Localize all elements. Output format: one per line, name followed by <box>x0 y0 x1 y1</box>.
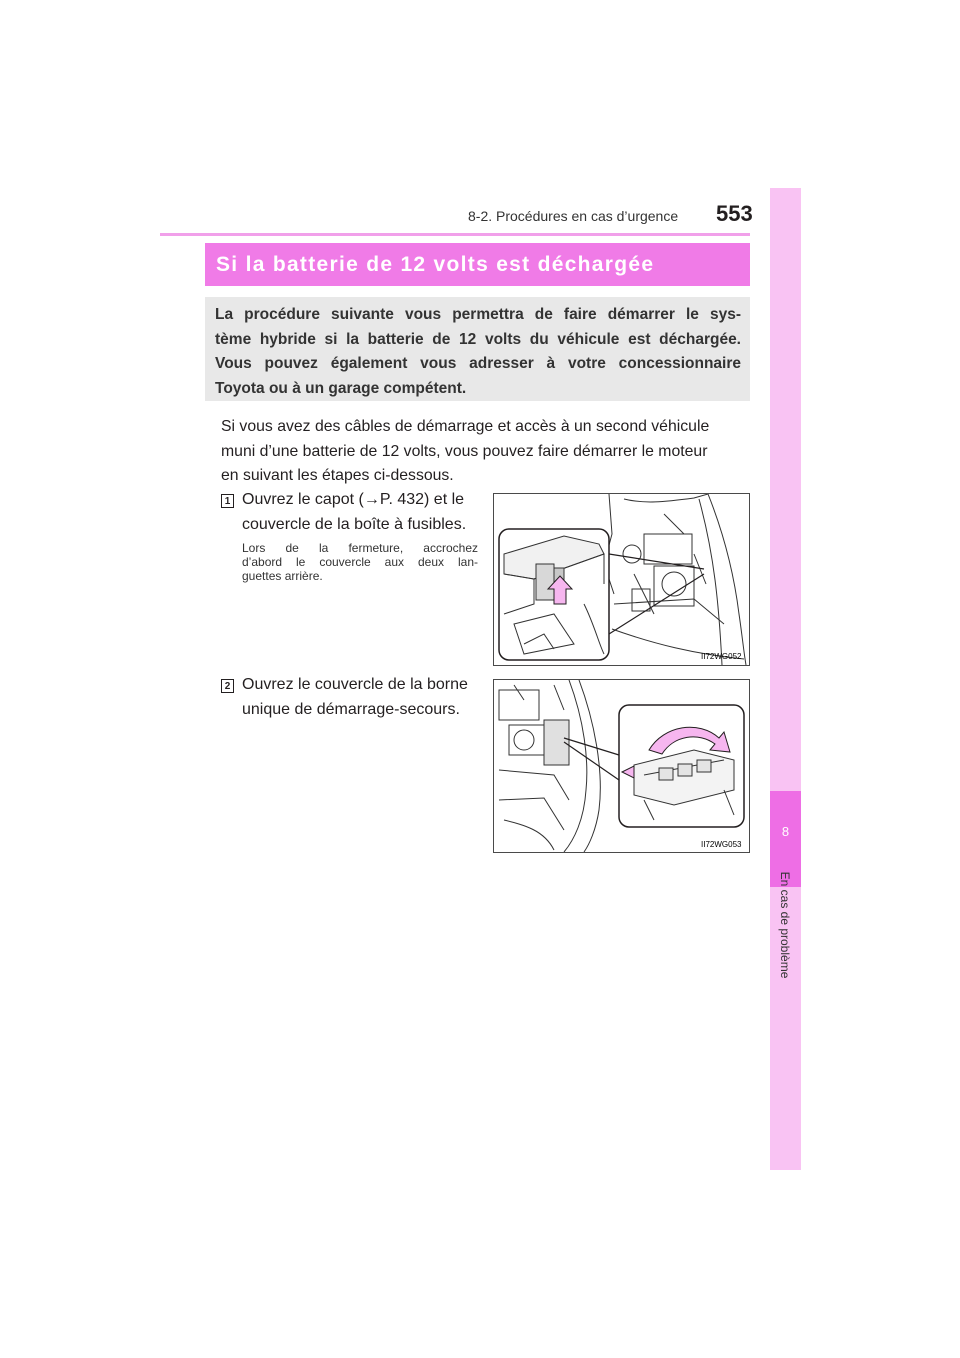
fuse-box-cover-figure <box>493 493 750 666</box>
step-number-1: 1 <box>221 494 234 508</box>
header-rule <box>160 233 750 236</box>
title-bar <box>205 243 750 286</box>
intro-line: Vous pouvez également vous adresser à votre concessionnaire <box>215 355 741 372</box>
step-2-line: unique de démarrage-secours. <box>242 700 460 718</box>
intro-line: La procédure suivante vous permettra de faire démarrer le sys- <box>215 306 741 323</box>
step-1-line: couvercle de la boîte à fusibles. <box>242 515 467 533</box>
body-paragraph <box>221 415 745 489</box>
chapter-number: 8 <box>781 824 790 839</box>
chapter-title: En cas de problème <box>778 871 792 979</box>
step-1-note-line: d’abord le couvercle aux deux lan- <box>242 555 478 569</box>
body-line: en suivant les étapes ci-dessous. <box>221 467 454 484</box>
step-1-line: Ouvrez le capot (→P. 432) et le <box>242 491 465 508</box>
body-line: Si vous avez des câbles de démarrage et accès à un second véhicule <box>221 418 710 435</box>
step-number-2: 2 <box>221 679 234 693</box>
intro-line: Toyota ou à un garage compétent. <box>215 379 467 397</box>
intro-line: tème hybride si la batterie de 12 volts du véhicule est déchargée. <box>215 330 741 348</box>
page-number: 553 <box>716 201 753 226</box>
jump-start-terminal-illustration <box>494 680 749 852</box>
figure-2-code: II72WG053 <box>701 840 742 849</box>
intro-box <box>205 297 750 401</box>
step-1-note <box>242 541 478 583</box>
step-2-text <box>242 673 468 722</box>
section-header: 8-2. Procédures en cas d’urgence <box>468 208 679 224</box>
page-title: Si la batterie de 12 volts est déchargée <box>216 252 655 276</box>
step-2-line: Ouvrez le couvercle de la borne <box>242 676 468 693</box>
step-1-text <box>242 488 466 537</box>
figure-1-code: II72WG052 <box>701 652 742 661</box>
jump-start-terminal-figure <box>493 679 750 853</box>
body-line: muni d’une batterie de 12 volts, vous pouvez faire démarrer le moteur <box>221 442 708 460</box>
fuse-box-cover-illustration <box>494 494 749 665</box>
step-1-note-line: guettes arrière. <box>242 569 323 583</box>
step-1-note-line: Lors de la fermeture, accrochez <box>242 541 478 555</box>
chapter-side-strip <box>770 188 801 1170</box>
